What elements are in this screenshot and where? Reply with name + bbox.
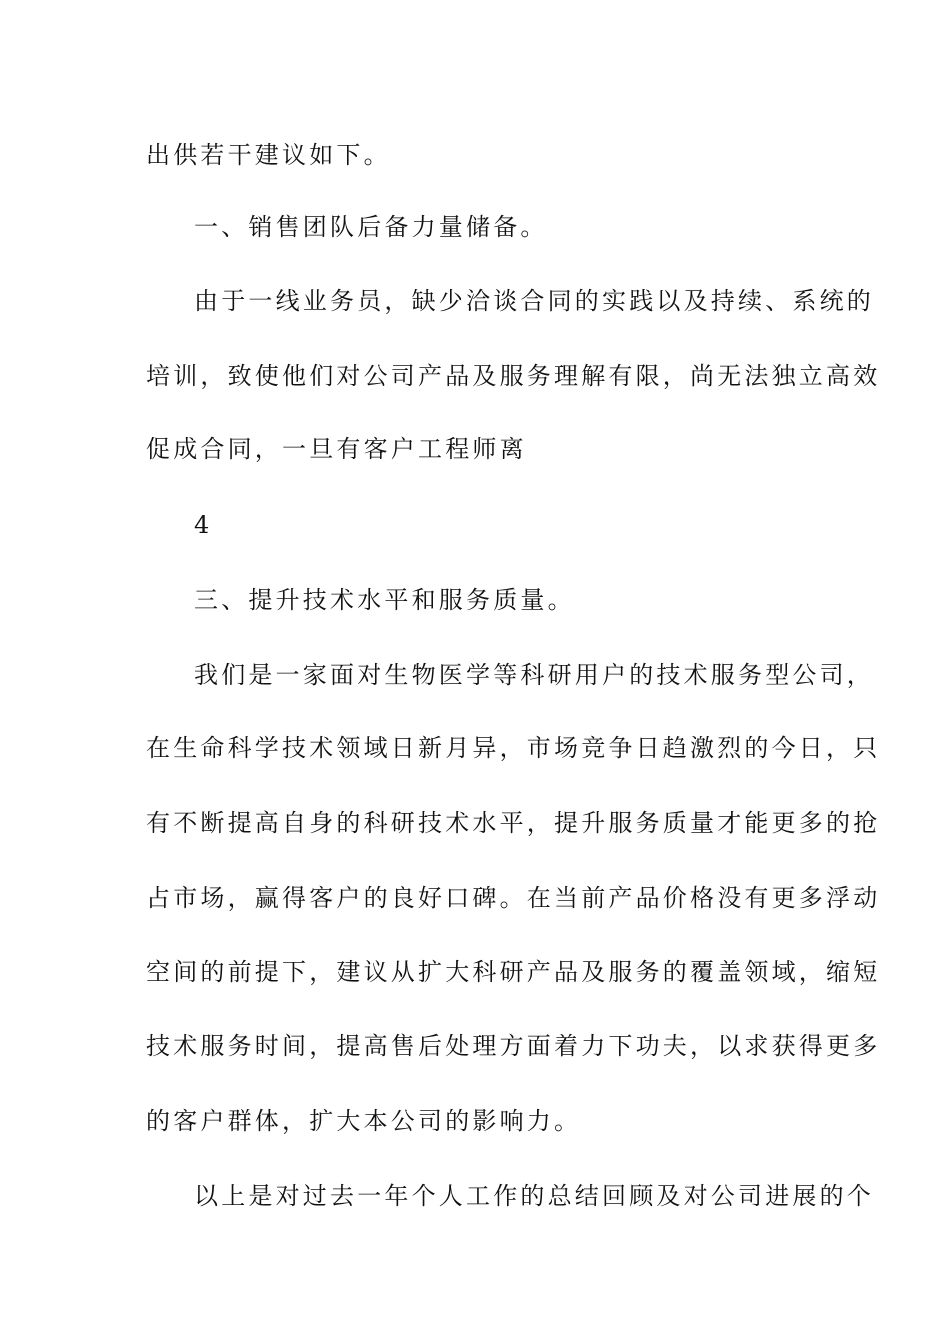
paragraph-line: 由于一线业务员，缺少洽谈合同的实践以及持续、系统的 [194,287,874,315]
paragraph-line: 的客户群体，扩大本公司的影响力。 [146,1107,582,1135]
section-heading: 三、提升技术水平和服务质量。 [194,586,575,614]
paragraph-line: 促成合同，一旦有客户工程师离 [146,435,527,463]
paragraph-line: 培训，致使他们对公司产品及服务理解有限，尚无法独立高效 [146,362,881,390]
paragraph-line: 有不断提高自身的科研技术水平，提升服务质量才能更多的抢 [146,809,881,837]
paragraph-line: 我们是一家面对生物医学等科研用户的技术服务型公司， [194,661,874,689]
paragraph-line: 占市场，赢得客户的良好口碑。在当前产品价格没有更多浮动 [146,884,881,912]
paragraph-line: 出供若干建议如下。 [146,141,391,169]
paragraph-line: 空间的前提下，建议从扩大科研产品及服务的覆盖领域，缩短 [146,958,881,986]
section-heading: 一、销售团队后备力量储备。 [194,213,548,241]
paragraph-line: 在生命科学技术领域日新月异，市场竞争日趋激烈的今日，只 [146,734,881,762]
page-number: 4 [194,511,210,539]
paragraph-line: 技术服务时间，提高售后处理方面着力下功夫，以求获得更多 [146,1032,881,1060]
paragraph-line: 以上是对过去一年个人工作的总结回顾及对公司进展的个 [194,1182,874,1210]
